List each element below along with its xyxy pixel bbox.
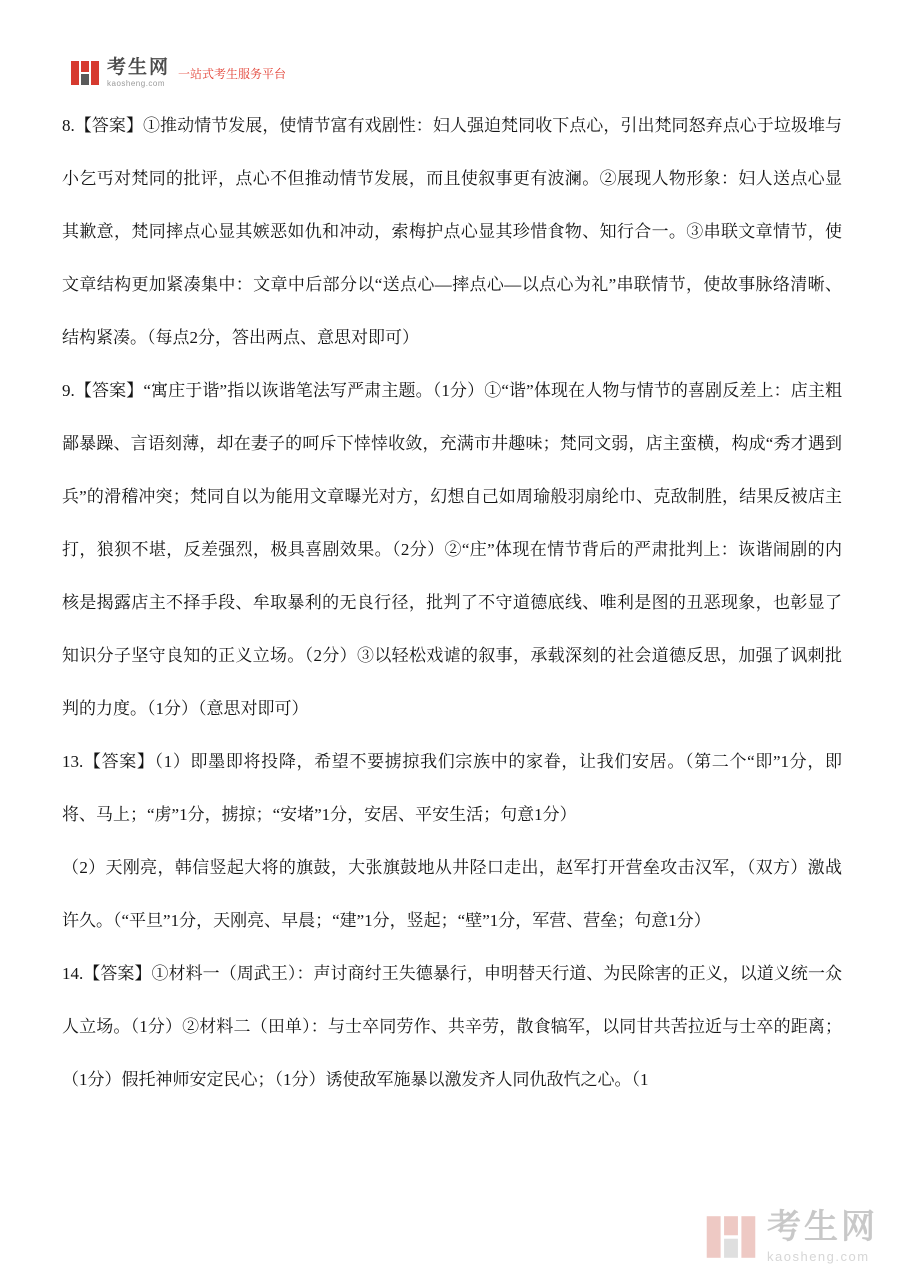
brand-tagline: 一站式考生服务平台 — [178, 66, 287, 81]
kaosheng-logo-icon — [70, 58, 100, 88]
page-watermark — [705, 1210, 878, 1263]
paragraph-answer-9: 9.【答案】“寓庄于谐”指以诙谐笔法写严肃主题。（1分）①“谐”体现在人物与情节的喜剧反差上：店主粗鄙暴躁、言语刻薄，却在妻子的呵斥下悻悻收敛，充满市井趣味；梵同文弱，店主蛮横，构成“秀才遇到兵”的滑稽冲突；梵同自以为能用文章曝光对方，幻想自己如周瑜般羽扇纶巾、克敌制胜，结果反被店主打，狼狈不堪，反差强烈，极具喜剧效果。（2分）②“庄”体现在情节背后的严肃批判上：诙谐闹剧的内核是揭露店主不择手段、牟取暴利的无良行径，批判了不守道德底线、唯利是图的丑恶现象，也彰显了知识分子坚守良知的正义立场。（2分）③以轻松戏谑的叙事，承载深刻的社会道德反思，加强了讽刺批判的力度。（1分）（意思对即可） — [62, 381, 842, 718]
paragraph-answer-13-1: 13.【答案】（1）即墨即将投降，希望不要掳掠我们宗族中的家眷，让我们安居。（第二个“即”1分，即将、马上；“虏”1分，掳掠；“安堵”1分，安居、平安生活；句意1分） — [62, 752, 842, 824]
watermark-domain: kaosheng.com — [767, 1249, 870, 1264]
paragraph-answer-8: 8.【答案】①推动情节发展，使情节富有戏剧性：妇人强迫梵同收下点心，引出梵同怒弃点心于垃圾堆与小乞丐对梵同的批评，点心不但推动情节发展，而且使叙事更有波澜。②展现人物形象：妇人送点心显其歉意，梵同摔点心显其嫉恶如仇和冲动，索梅护点心显其珍惜食物、知行合一。③串联文章情节，使文章结构更加紧凑集中：文章中后部分以“送点心—摔点心—以点心为礼”串联情节，使故事脉络清晰、结构紧凑。（每点2分，答出两点、意思对即可） — [62, 116, 842, 347]
kaosheng-watermark-icon — [705, 1211, 757, 1263]
brand-name: 考生网 — [107, 57, 171, 78]
brand-domain: kaosheng.com — [107, 79, 166, 88]
paragraph-answer-14: 14.【答案】①材料一（周武王）：声讨商纣王失德暴行，申明替天行道、为民除害的正义，以道义统一众人立场。（1分）②材料二（田单）：与士卒同劳作、共辛劳，散食犒军，以同甘共苦拉近与士卒的距离；（1分）假托神师安定民心；（1分）诱使敌军施暴以激发齐人同仇敌忾之心。（1 — [62, 964, 842, 1089]
paragraph-answer-13-2: （2）天刚亮，韩信竖起大将的旗鼓，大张旗鼓地从井陉口走出，赵军打开营垒攻击汉军，（双方）激战许久。（“平旦”1分，天刚亮、早晨；“建”1分，竖起；“壁”1分，军营、营垒；句意1分） — [62, 858, 842, 930]
watermark-brand: 考生网 — [767, 1208, 878, 1246]
answer-sheet — [62, 99, 842, 1106]
site-logo — [70, 58, 286, 88]
